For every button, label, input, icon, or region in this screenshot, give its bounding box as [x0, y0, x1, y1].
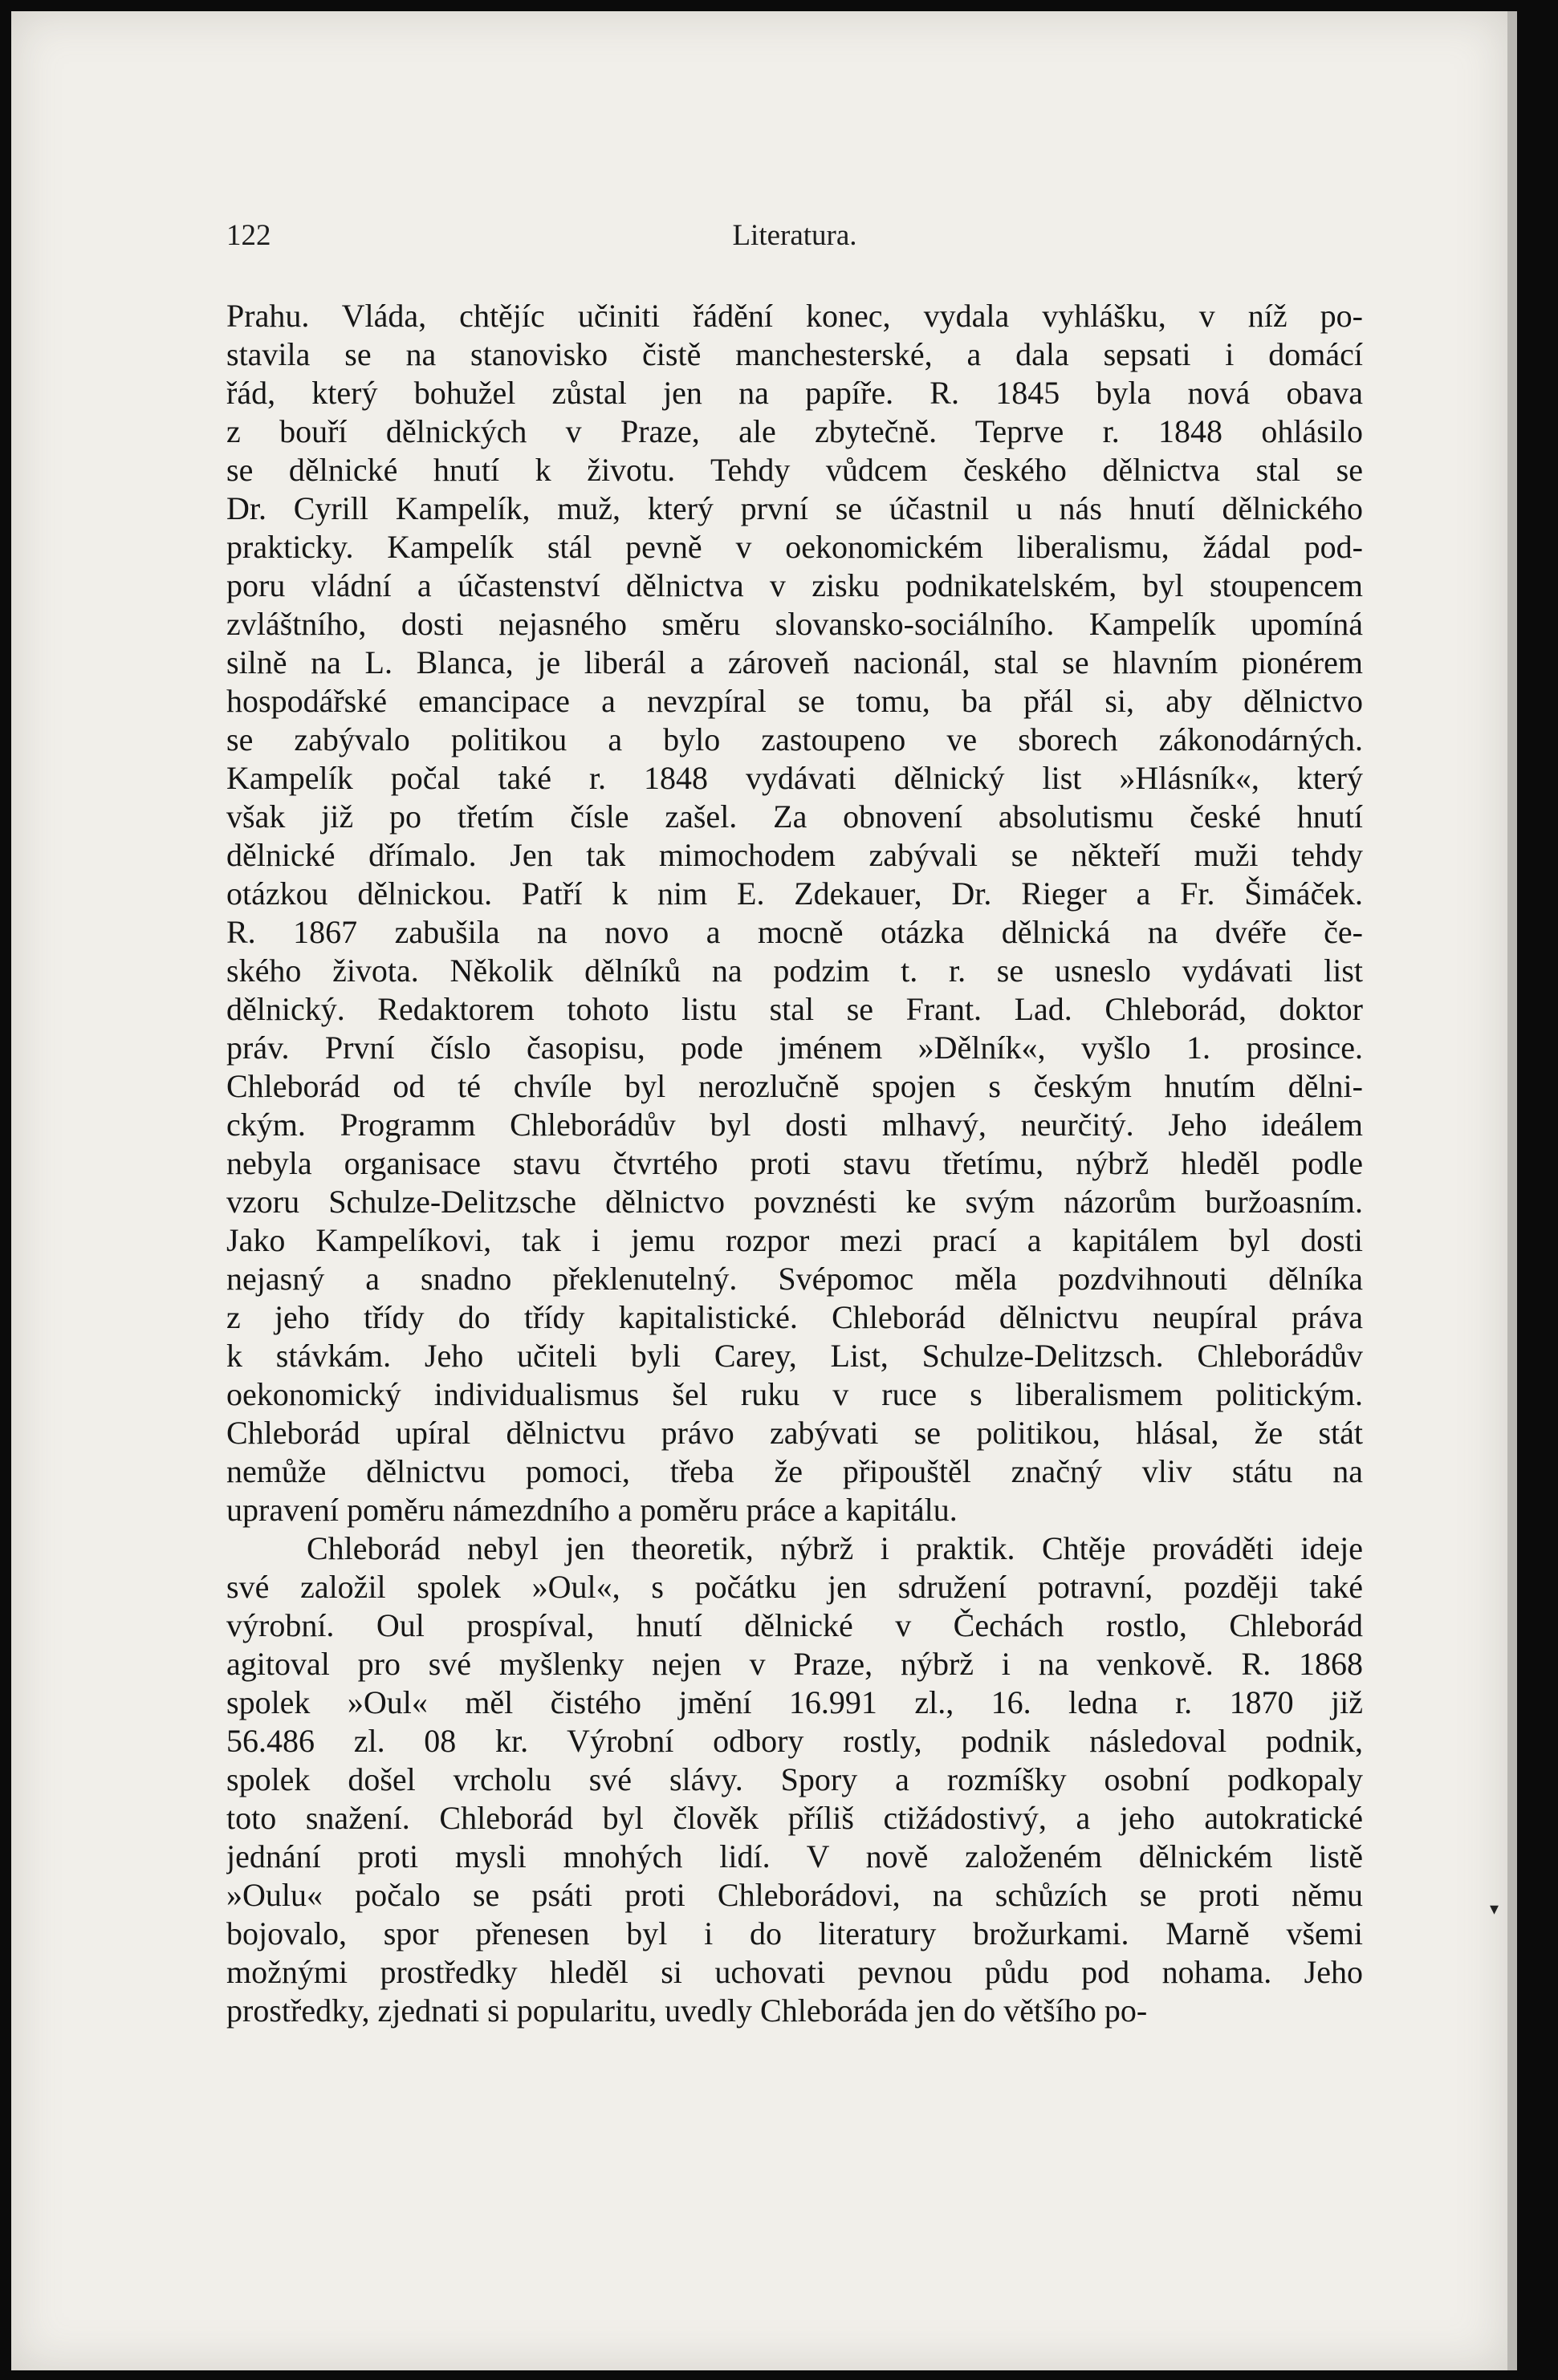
text-line: nebyla organisace stavu čtvrtého proti stavu třetímu, nýbrž hleděl podle [226, 1145, 1363, 1181]
text-line: prostředky, zjednati si popularitu, uvedly Chleborádа jen do většího po- [226, 1992, 1148, 2029]
text-line: nejasný a snadno překlenutelný. Svépomoc měla pozdvihnouti dělníka [226, 1261, 1363, 1297]
body-text [226, 297, 1363, 2030]
text-line: Kampelík počal také r. 1848 vydávati dělnický list »Hlásník«, který [226, 760, 1363, 796]
paragraph [226, 1529, 1363, 2030]
text-line: upravení poměru námezdního a poměru práce a kapitálu. [226, 1492, 958, 1528]
text-line: spolek došel vrcholu své slávy. Spory a rozmíšky osobní podkopaly [226, 1761, 1363, 1797]
text-line: Jako Kampelíkovi, tak i jemu rozpor mezi prací a kapitálem byl dosti [226, 1222, 1363, 1258]
text-line: zvláštního, dosti nejasného směru slovansko-sociálního. Kampelík upomíná [226, 606, 1363, 642]
running-title: Literatura. [732, 219, 857, 252]
text-line: práv. První číslo časopisu, pode jménem »Dělník«, vyšlo 1. prosince. [226, 1030, 1363, 1066]
text-line: dělnický. Redaktorem tohoto listu stal se Frant. Lad. Chleborád, doktor [226, 991, 1363, 1027]
text-line: jednání proti mysli mnohých lidí. V nově založeném dělnickém listě [226, 1838, 1363, 1874]
text-line: možnými prostředky hleděl si uchovati pevnou půdu pod nohama. Jeho [226, 1954, 1363, 1990]
text-line: Prahu. Vláda, chtějíc učiniti řádění konec, vydala vyhlášku, v níž po- [226, 298, 1363, 334]
text-line: prakticky. Kampelík stál pevně v oekonomickém liberalismu, žádal pod- [226, 529, 1363, 565]
text-line: z jeho třídy do třídy kapitalistické. Chleborád dělnictvu neupíral práva [226, 1299, 1363, 1335]
text-line: k stávkám. Jeho učiteli byli Carey, List, Schulze-Delitzsch. Chleborádův [226, 1338, 1363, 1374]
text-line: silně na L. Blanca, je liberál a zároveň nacionál, stal se hlavním pionérem [226, 644, 1363, 680]
text-line: se dělnické hnutí k životu. Tehdy vůdcem českého dělnictva stal se [226, 452, 1363, 488]
text-line: Dr. Cyrill Kampelík, muž, který první se účastnil u nás hnutí dělnického [226, 490, 1363, 526]
text-line: spolek »Oul« měl čistého jmění 16.991 zl., 16. ledna r. 1870 již [226, 1684, 1363, 1720]
text-line: vzoru Schulze-Delitzsche dělnictvo povznésti ke svým názorům buržoasním. [226, 1184, 1363, 1220]
text-line: stavila se na stanovisko čistě manchesterské, a dala sepsati i domácí [226, 336, 1363, 372]
text-line: »Oulu« počalo se psáti proti Chleborádovi, na schůzích se proti němu [226, 1877, 1363, 1913]
text-line: poru vládní a účastenství dělnictva v zisku podnikatelském, byl stoupencem [226, 567, 1363, 603]
text-line: výrobní. Oul prospíval, hnutí dělnické v Čechách rostlo, Chleborád [226, 1607, 1363, 1643]
text-line: dělnické dřímalo. Jen tak mimochodem zabývali se někteří muži tehdy [226, 837, 1363, 873]
text-line: agitoval pro své myšlenky nejen v Praze, nýbrž i na venkově. R. 1868 [226, 1646, 1363, 1682]
text-line: 56.486 zl. 08 kr. Výrobní odbory rostly, podnik následoval podnik, [226, 1723, 1363, 1759]
text-line: hospodářské emancipace a nevzpíral se tomu, ba přál si, aby dělnictvo [226, 683, 1363, 719]
text-line: však již po třetím čísle zašel. Za obnovení absolutismu české hnutí [226, 798, 1363, 835]
text-line: R. 1867 zabušila na novo a mocně otázka dělnická na dvéře če- [226, 914, 1363, 950]
text-line: bojovalo, spor přenesen byl i do literatury brožurkami. Marně všemi [226, 1915, 1363, 1952]
text-line: své založil spolek »Oul«, s počátku jen sdružení potravní, později také [226, 1569, 1363, 1605]
text-line: otázkou dělnickou. Patří k nim E. Zdekauer, Dr. Rieger a Fr. Šimáček. [226, 875, 1363, 912]
text-line: Chleborád od té chvíle byl nerozlučně spojen s českým hnutím dělni- [226, 1068, 1363, 1104]
text-line: Chleborád nebyl jen theoretik, nýbrž i praktik. Chtěje prováděti ideje [307, 1530, 1363, 1566]
text-line: ského života. Několik dělníků na podzim t. r. se usneslo vydávati list [226, 952, 1363, 989]
text-line: ckým. Programm Chleborádův byl dosti mlhavý, neurčitý. Jeho ideálem [226, 1107, 1363, 1143]
paragraph [226, 297, 1363, 1529]
margin-mark: ▾ [1490, 1899, 1499, 1919]
text-line: nemůže dělnictvu pomoci, třeba že připouštěl značný vliv státu na [226, 1453, 1363, 1489]
page-number: 122 [226, 219, 271, 252]
text-line: Chleborád upíral dělnictvu právo zabývati se politikou, hlásal, že stát [226, 1415, 1363, 1451]
text-line: se zabývalo politikou a bylo zastoupeno ve sborech zákonodárných. [226, 721, 1363, 757]
page-edge [1507, 11, 1517, 2370]
text-line: z bouří dělnických v Praze, ale zbytečně. Teprve r. 1848 ohlásilo [226, 413, 1363, 449]
text-line: toto snažení. Chleborád byl člověk příliš ctižádostivý, a jeho autokratické [226, 1800, 1363, 1836]
page-header [226, 218, 1363, 266]
text-line: oekonomický individualismus šel ruku v ruce s liberalismem politickým. [226, 1376, 1363, 1412]
text-line: řád, který bohužel zůstal jen na papíře. R. 1845 byla nová obava [226, 375, 1363, 411]
